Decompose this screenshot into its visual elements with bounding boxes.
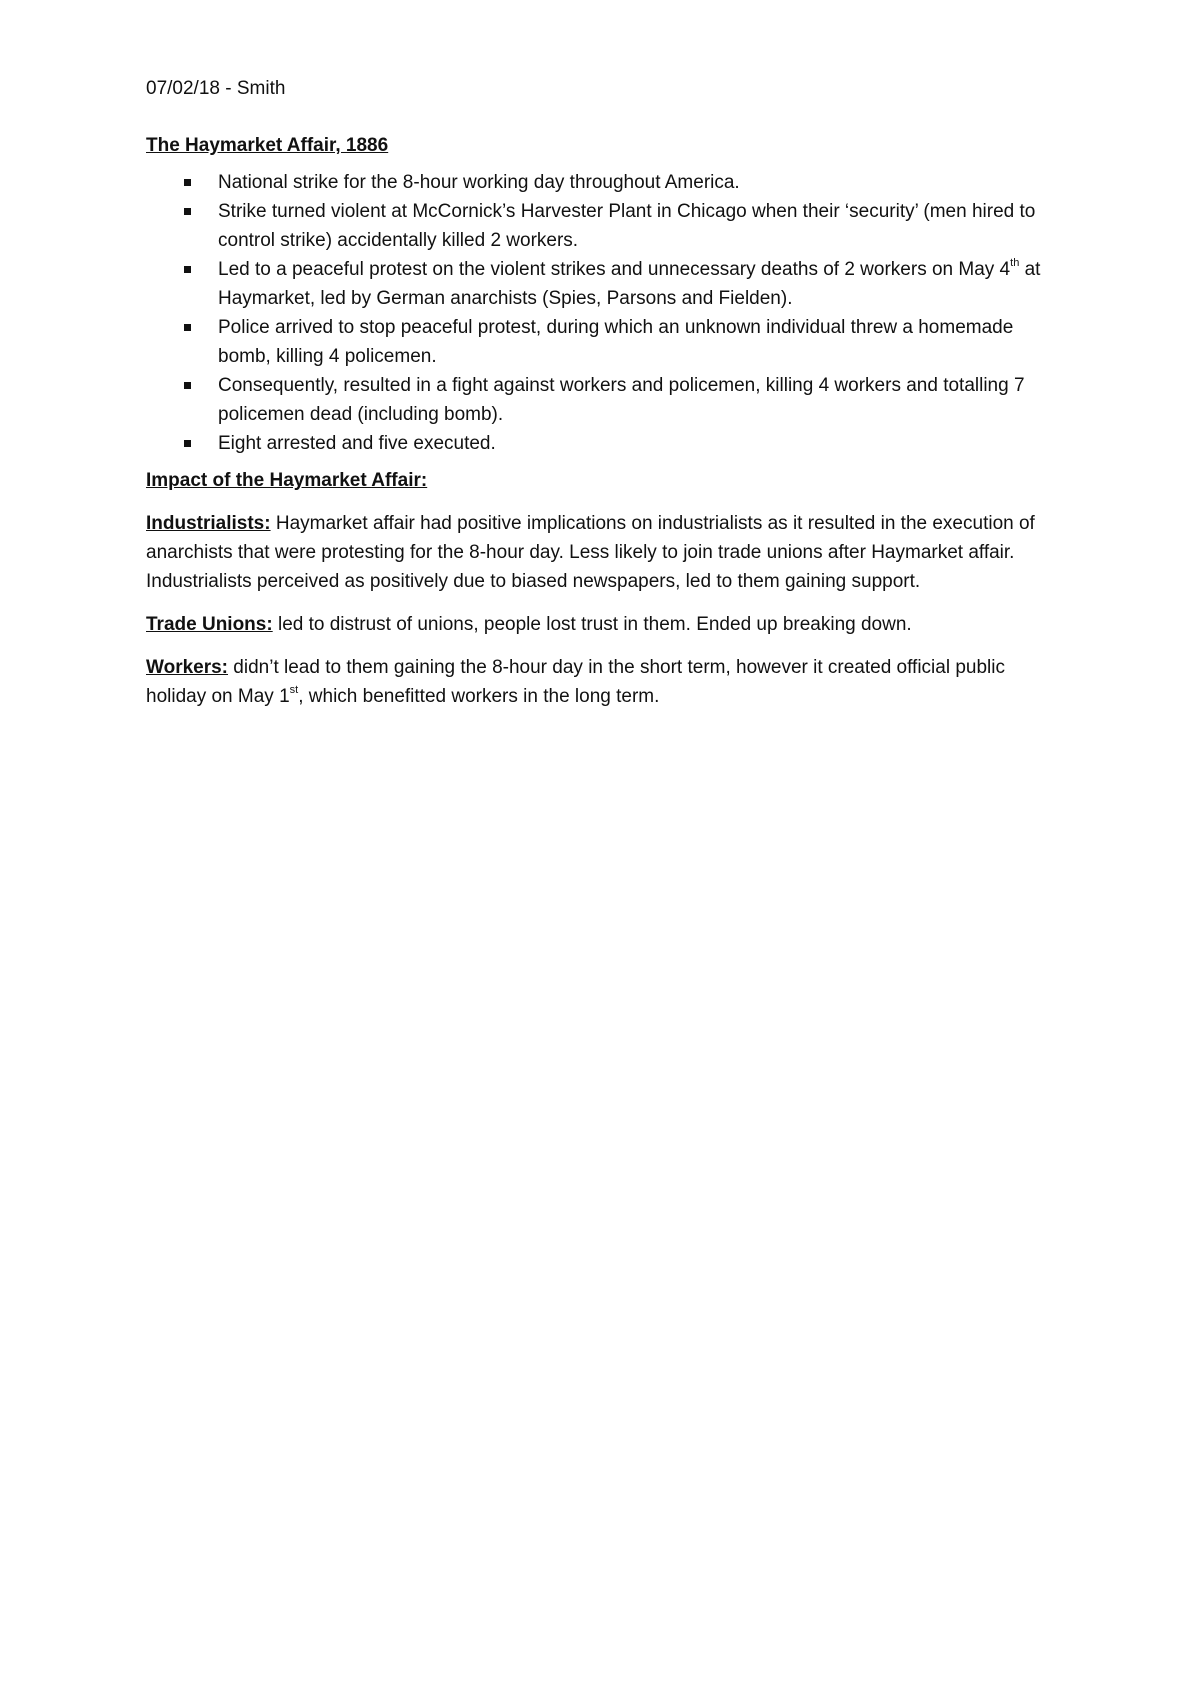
- bullet-item: [146, 168, 1066, 197]
- workers-label: Workers:: [146, 657, 229, 678]
- bullet-text-end: at Haymarket, led by German anarchists (Spies, Parsons and Fielden).: [218, 259, 1041, 309]
- bullet-item: [146, 313, 1066, 371]
- trade-unions-text: led to distrust of unions, people lost trust in them. Ended up breaking down.: [272, 614, 912, 635]
- workers-text-end: , which benefitted workers in the long term.: [298, 686, 660, 707]
- square-bullet-icon: [184, 440, 191, 447]
- industrialists-paragraph: [146, 509, 1066, 596]
- bullet-text: National strike for the 8-hour working day throughout America.: [218, 172, 740, 193]
- workers-text-start: didn’t lead to them gaining the 8-hour day in the short term, however it created official public holiday on May 1: [146, 657, 1005, 707]
- ordinal-suffix: th: [1010, 256, 1020, 269]
- bullet-text: Eight arrested and five executed.: [218, 433, 496, 454]
- square-bullet-icon: [184, 208, 191, 215]
- bullet-item: [146, 371, 1066, 429]
- bullet-item: [146, 197, 1066, 255]
- industrialists-text: Haymarket affair had positive implications on industrialists as it resulted in the execution of anarchists that were protesting for the 8-hour day. Less likely to join trade unions after Haymarket affair. Industrialists perceived as positively due to biased newspapers, led to them gaining support.: [146, 513, 1035, 592]
- industrialists-label: Industrialists:: [146, 513, 271, 534]
- bullet-text-start: Led to a peaceful protest on the violent strikes and unnecessary deaths of 2 workers on May 4: [218, 259, 1011, 280]
- document-title: The Haymarket Affair, 1886: [146, 135, 389, 156]
- bullet-text: Police arrived to stop peaceful protest, during which an unknown individual threw a homemade bomb, killing 4 policemen.: [218, 317, 1014, 367]
- square-bullet-icon: [184, 382, 191, 389]
- document-content: [146, 74, 1066, 725]
- bullet-text: Consequently, resulted in a fight against workers and policemen, killing 4 workers and totalling 7 policemen dead (including bomb).: [218, 375, 1025, 425]
- square-bullet-icon: [184, 324, 191, 331]
- date-author-line: 07/02/18 - Smith: [146, 78, 286, 99]
- trade-unions-paragraph: [146, 610, 1066, 639]
- summary-bullet-list: [146, 168, 1066, 458]
- square-bullet-icon: [184, 179, 191, 186]
- bullet-item: [146, 255, 1066, 313]
- bullet-item: [146, 429, 1066, 458]
- bullet-text: Strike turned violent at McCornick’s Harvester Plant in Chicago when their ‘security’ (men hired to control strike) accidentally killed 2 workers.: [218, 201, 1036, 251]
- trade-unions-label: Trade Unions:: [146, 614, 273, 635]
- impact-heading: Impact of the Haymarket Affair:: [146, 470, 428, 491]
- ordinal-suffix: st: [289, 683, 299, 696]
- workers-paragraph: [146, 653, 1066, 711]
- square-bullet-icon: [184, 266, 191, 273]
